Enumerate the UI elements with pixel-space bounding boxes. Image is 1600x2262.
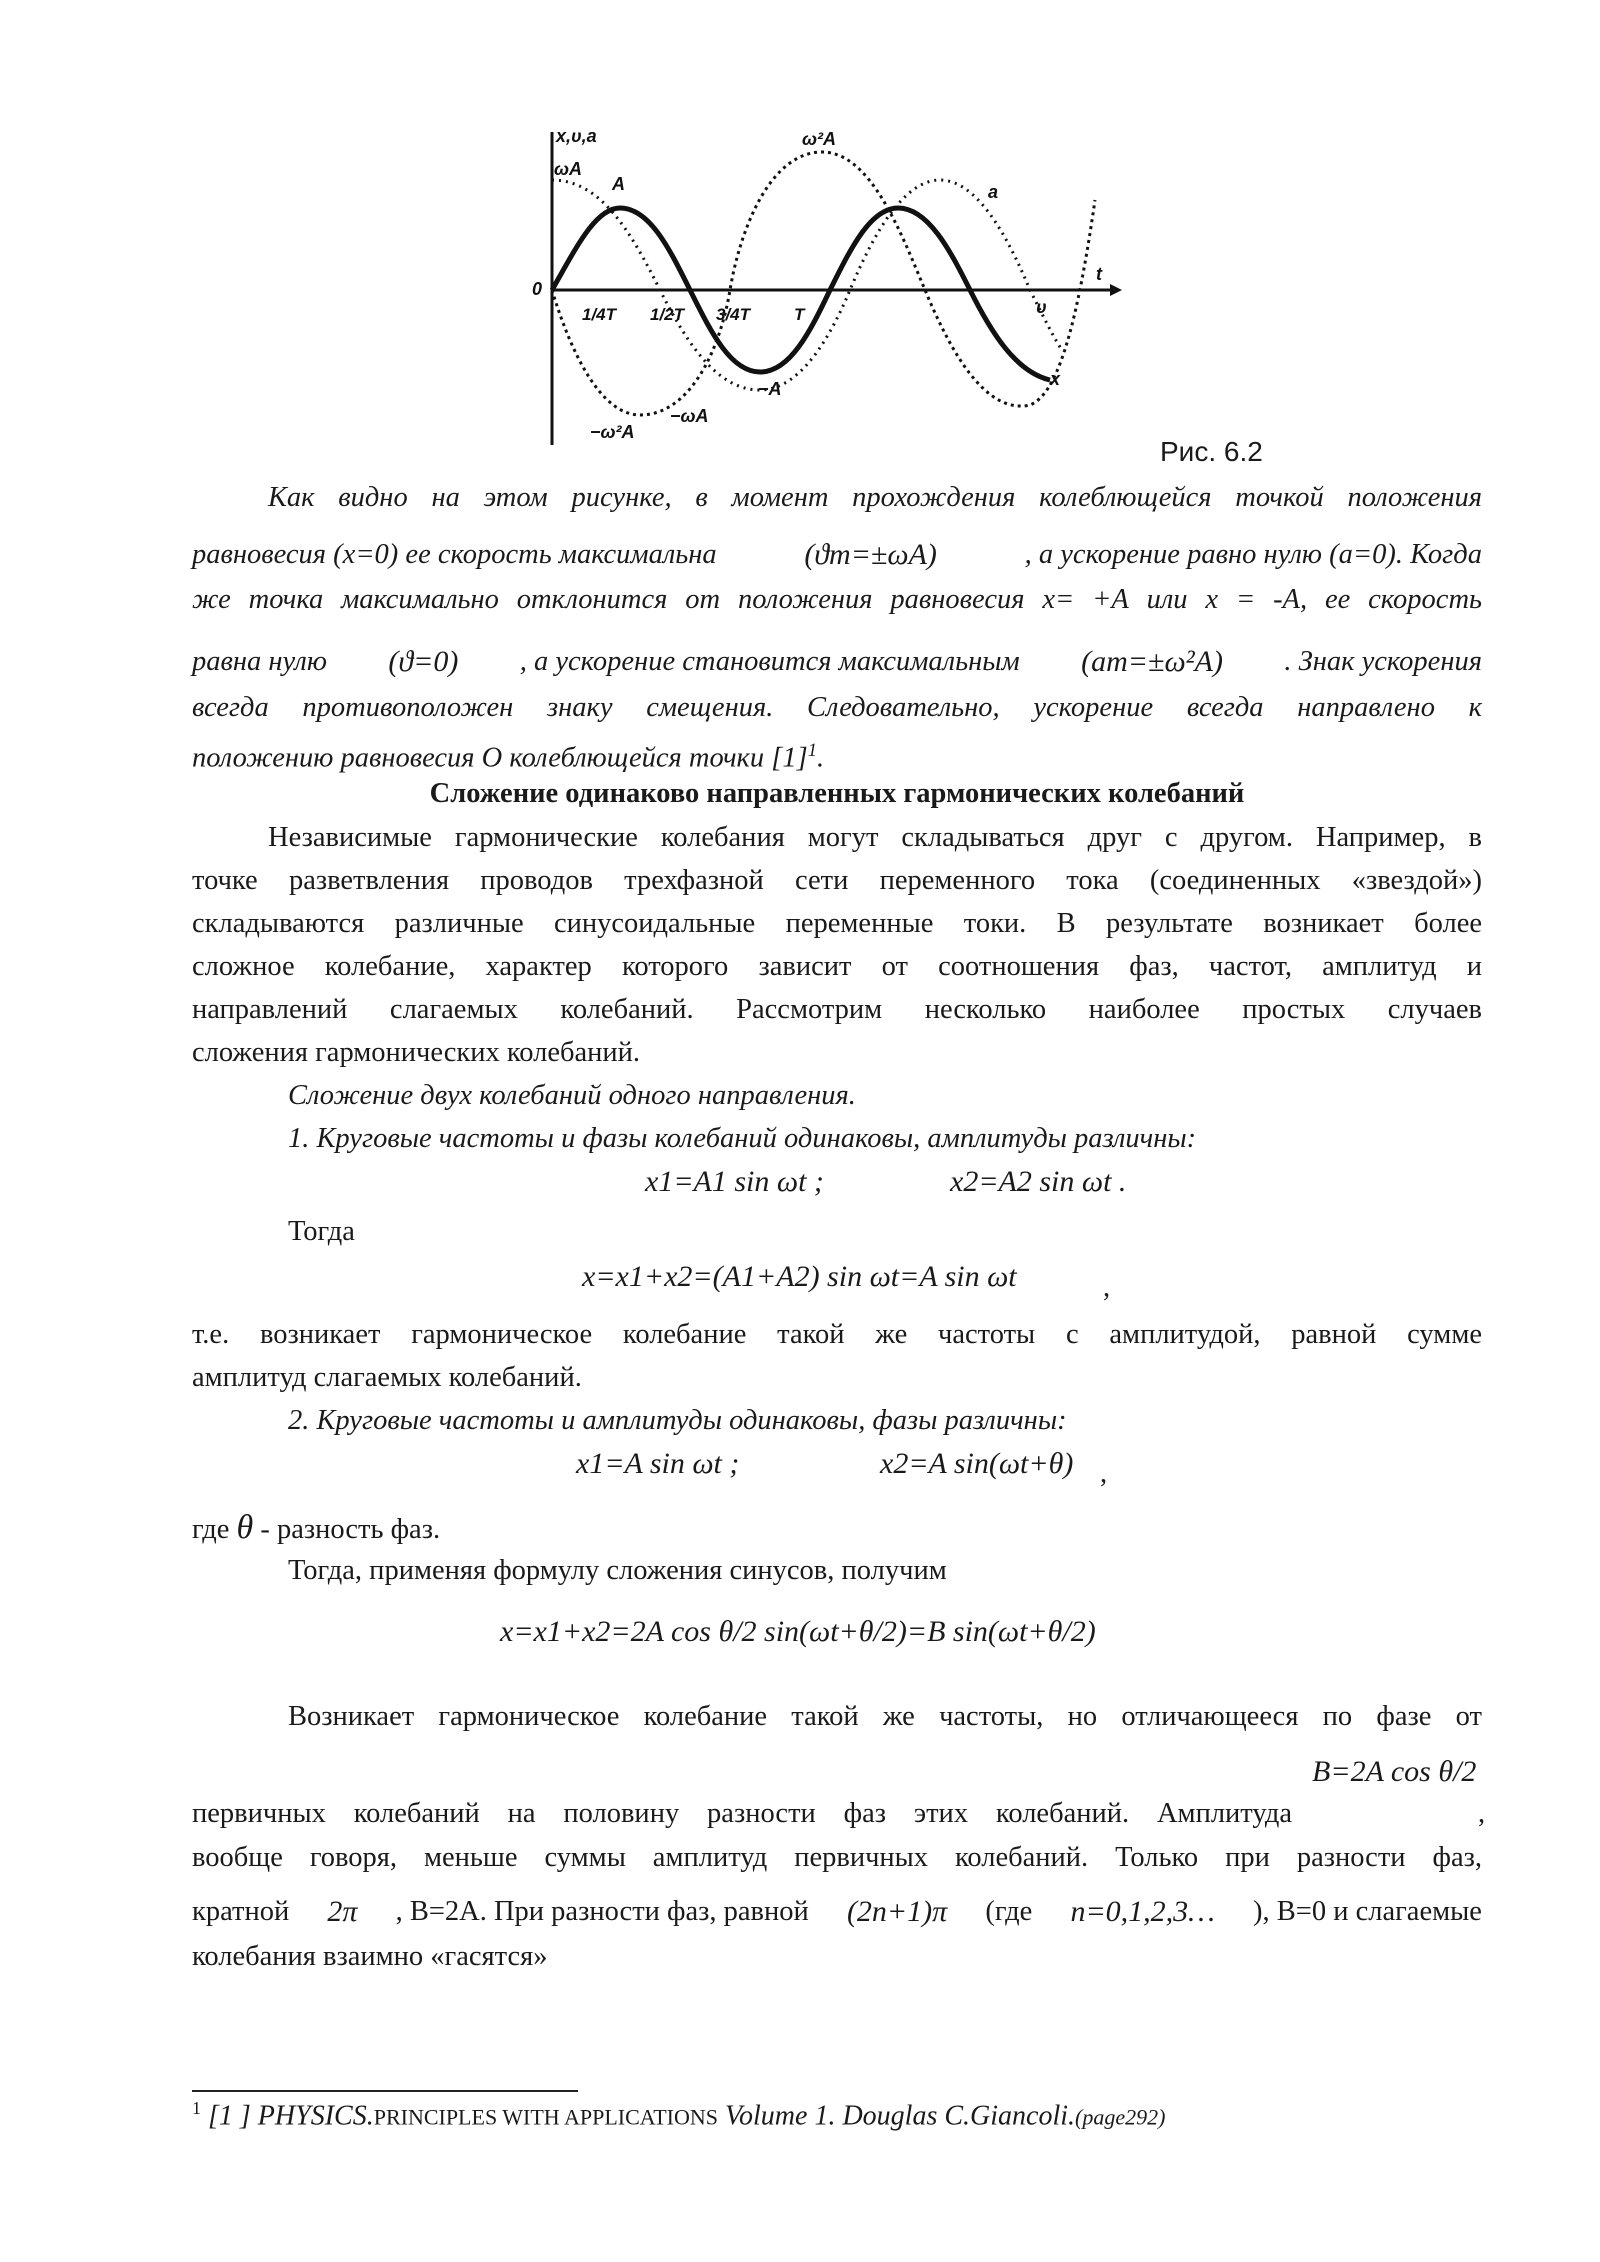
eq2-comma: , [1103, 1272, 1111, 1303]
curve-x [552, 208, 1050, 380]
para2-line5: направлений слагаемых колебаний. Рассмотрим несколько наиболее простых случаев [192, 994, 1482, 1025]
fig-label-x: x [1050, 369, 1061, 389]
para2-line3: складываются различные синусоидальные переменные токи. В результате возникает более [192, 908, 1482, 939]
phase-def-rest: - разность фаз. [260, 1514, 441, 1545]
para4-line1: Возникает гармоническое колебание такой же частоты, но отличающееся по фазе от [288, 1701, 1482, 1732]
footnote-separator [192, 2090, 578, 2092]
togda-1: Тогда [288, 1216, 355, 1247]
para2-line2: точке разветвления проводов трехфазной сети переменного тока (соединенных «звездой») [192, 865, 1482, 896]
equation-sum-amplitudes: x=x1+x2=(A1+A2) sin ωt=A sin ωt [582, 1260, 1017, 1293]
fig-label-v: υ [1036, 297, 1047, 317]
formula-2pi: 2π [327, 1895, 358, 1928]
equation-x1-phase: x1=A sin ωt ; [576, 1447, 740, 1480]
para1-line4 [192, 640, 1482, 683]
para2-line6: сложения гармонических колебаний. [192, 1037, 641, 1068]
footnote-ref: [1 ] PHYSICS. [208, 2100, 374, 2132]
togda-2: Тогда, применяя формулу сложения синусов, получим [288, 1555, 947, 1586]
case2-title: 2. Круговые частоты и амплитуды одинаковы, фазы различны: [288, 1405, 1067, 1436]
para1-line6: положению равновесия О колеблющейся точки $[1]^1$. [192, 740, 825, 774]
para3-line1: т.е. возникает гармоническое колебание такой же частоты с амплитудой, равной сумме [192, 1319, 1482, 1350]
para2-line4: сложное колебание, характер которого зависит от соотношения фаз, частот, амплитуд и [192, 951, 1482, 982]
t-axis-arrow [1110, 284, 1122, 296]
fig-label-t: t [1096, 264, 1102, 284]
para1-line2-end: , а ускорение равно нулю (а=0). Когда [1024, 539, 1482, 570]
para1-line4-mid: , а ускорение становится максимальным [519, 646, 1020, 677]
fig-label-quarterT: 1/4T [582, 305, 617, 324]
para4-line4-b: , В=2А. При разности фаз, равной [395, 1896, 809, 1927]
footnote-page: (page292) [1075, 2104, 1166, 2130]
formula-2n-plus-1-pi: (2n+1)π [846, 1895, 948, 1928]
fig-label-minusOmegaA: −ωA [670, 406, 709, 426]
figure-caption: Рис. 6.2 [1160, 436, 1263, 467]
formula-v-zero: (ϑ=0) [388, 645, 459, 678]
formula-amax: (am=±ω²A) [1081, 645, 1223, 678]
para4-line2-comma: , [1478, 1798, 1486, 1829]
fig-label-minusA: −A [758, 379, 782, 399]
fig-label-halfT: 1/2T [650, 305, 685, 324]
case-intro: Сложение двух колебаний одного направления. [288, 1080, 856, 1111]
curve-a [552, 152, 1095, 415]
para4-line4 [192, 1890, 1482, 1933]
para3-line2: амплитуд слагаемых колебаний. [192, 1362, 582, 1393]
theta-symbol: θ [236, 1509, 254, 1546]
para4-line5: колебания взаимно «гасятся» [192, 1941, 548, 1972]
para1-line4-end: . Знак ускорения [1284, 646, 1482, 677]
footnote-volume: Volume 1. Douglas C.Giancoli. [718, 2100, 1076, 2132]
fig-label-omega2A: ω²A [802, 129, 837, 149]
footnote-caps: PRINCIPLES WITH APPLICATIONS [373, 2104, 719, 2130]
para4-line4-d: ), В=0 и слагаемые [1253, 1896, 1482, 1927]
fig-label-a: a [988, 182, 999, 202]
para1-line2-start: равновесия (х=0) ее скорость максимальна [192, 539, 717, 570]
equation-x2: x2=A2 sin ωt . [950, 1165, 1127, 1198]
para1-line5: всегда противоположен знаку смещения. Следовательно, ускорение всегда направлено к [192, 692, 1482, 723]
phase-def-line [192, 1506, 440, 1551]
para1-line2 [192, 533, 1482, 576]
equation-x1: x1=A1 sin ωt ; [645, 1165, 824, 1198]
fig-label-minusOmega2A: −ω²A [590, 422, 635, 442]
footnote-mark: 1 [192, 2098, 201, 2118]
footnote-ref-mark[interactable]: 1 [807, 740, 817, 761]
fig-label-A: A [612, 174, 625, 194]
fig-label-threeQuarterT: 3/4T [716, 305, 751, 324]
section-heading: Сложение одинаково направленных гармонических колебаний [429, 778, 1245, 809]
fig-label-origin: 0 [532, 279, 543, 299]
para2-line1: Независимые гармонические колебания могут складываться друг с другом. Например, в [268, 822, 1482, 853]
para1-line3: же точка максимально отклонится от положения равновесия х= +А или х = -А, ее скорость [192, 584, 1482, 615]
gde-word: где [192, 1514, 230, 1545]
footnote [192, 2098, 1165, 2132]
formula-vmax: (ϑm=±ωA) [804, 538, 937, 571]
equation-phase-sum: x=x1+x2=2A cos θ/2 sin(ωt+θ/2)=B sin(ωt+θ/2) [500, 1615, 1096, 1648]
para4-line4-c: (где [985, 1896, 1033, 1927]
formula-amplitude-B: B=2A cos θ/2 [1312, 1755, 1477, 1788]
equation-x2-phase: x2=A sin(ωt+θ) [880, 1447, 1074, 1480]
para1-line4-start: равна нулю [192, 646, 327, 677]
para1-line6-text: положению равновесия О колеблющейся точки [1] [192, 742, 808, 774]
fig-label-T: T [794, 305, 805, 324]
para4-line2: первичных колебаний на половину разности фаз этих колебаний. Амплитуда [192, 1798, 1292, 1829]
para1-line1: Как видно на этом рисунке, в момент прохождения колеблющейся точкой положения [268, 482, 1482, 513]
case1-title: 1. Круговые частоты и фазы колебаний одинаковы, амплитуды различны: [288, 1123, 1197, 1154]
oscillation-graph [530, 120, 1130, 455]
fig-label-xva: x,υ,a [556, 126, 597, 146]
eq3-comma: , [1100, 1458, 1108, 1489]
fig-label-omegaA: ωA [554, 159, 583, 179]
formula-n-values: n=0,1,2,3… [1070, 1895, 1215, 1928]
para4-line3: вообще говоря, меньше суммы амплитуд первичных колебаний. Только при разности фаз, [192, 1842, 1482, 1873]
para4-line4-a: кратной [192, 1896, 290, 1927]
